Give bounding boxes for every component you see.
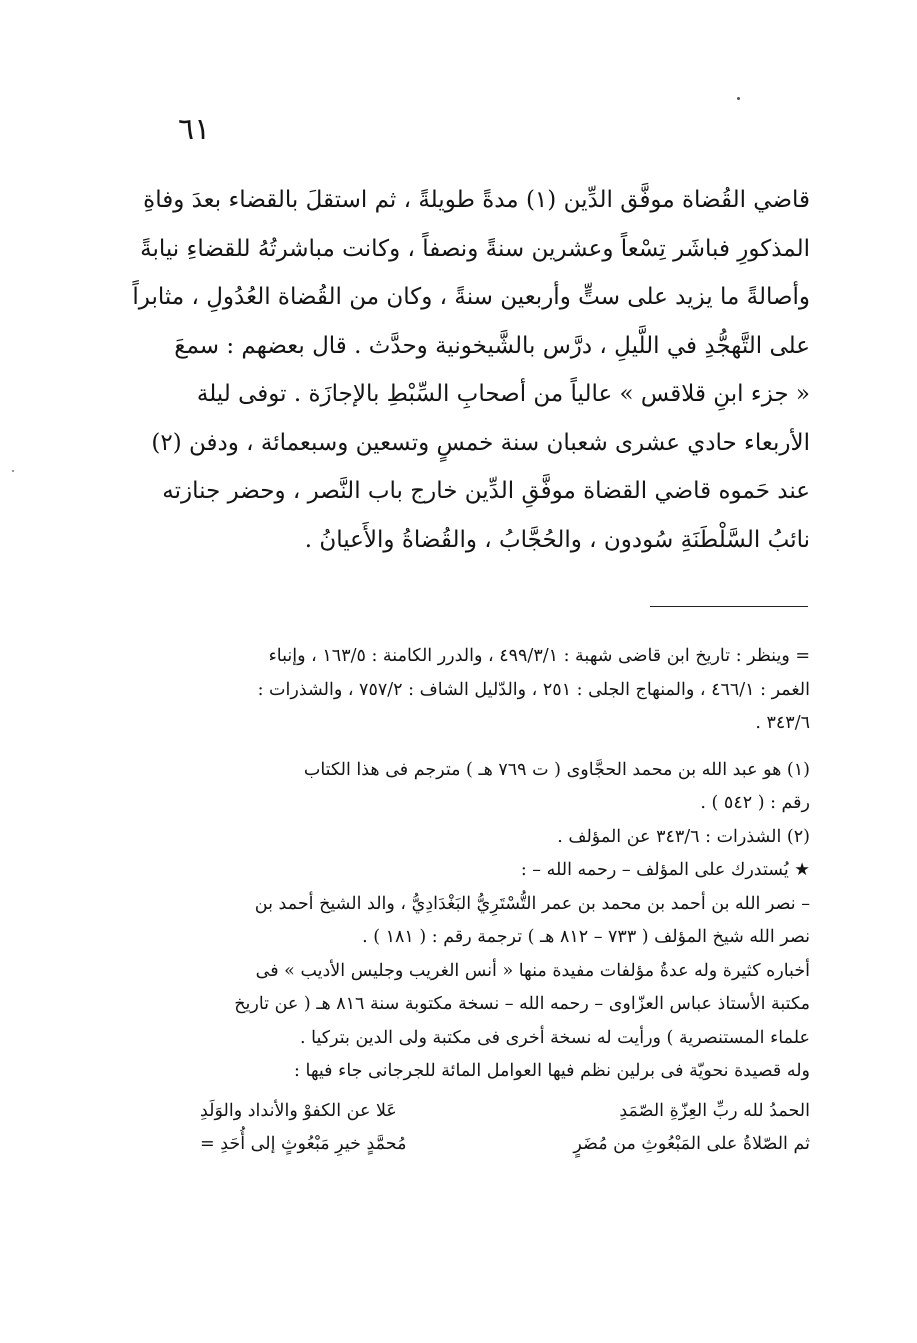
verse-first-hemistich: ثم الصّلاةُ على المَبْعُوثِ من مُضَرٍ xyxy=(573,1134,810,1154)
spacer xyxy=(110,741,810,754)
poem-intro-line: وله قصيدة نحويّة فى برلين نظم فيها العوامل المائة للجرجانى جاء فيها : xyxy=(294,1061,810,1081)
poem-verse xyxy=(200,1095,810,1129)
speck-mark xyxy=(12,470,14,472)
poem-verse xyxy=(200,1128,810,1162)
main-text-line: نائبُ السَّلْطَنَةِ سُودون ، والحُجَّابُ ، والقُضاةُ والأَعيانُ . xyxy=(304,526,810,553)
addendum-details xyxy=(110,955,810,1056)
main-text-line: « جزء ابنِ قلاقس » عالياً من أصحابِ السِّبْطِ بالإجازَة . توفى ليلة xyxy=(196,381,810,407)
main-text-line: قاضي القُضاة موفَّق الدِّين (١) مدةً طويلةً ، ثم استقلَ بالقضاء بعدَ وفاةِ xyxy=(143,187,810,213)
addendum-heading xyxy=(110,854,810,888)
page-number: ٦١ xyxy=(178,112,211,147)
footnote-separator xyxy=(650,606,808,607)
footnote-line: (١) هو عبد الله بن محمد الحجَّاوى ( ت ٧٦٩ هـ ) مترجم فى هذا الكتاب xyxy=(303,759,810,780)
main-text-line: المذكورِ فباشَر تِسْعاً وعشرين سنةً ونصفاً ، وكانت مباشرتُهُ للقضاءِ نيابةً xyxy=(140,235,810,262)
main-text-line: الأربعاء حادي عشرى شعبان سنة خمسٍ وتسعين وسبعمائة ، ودفن (٢) xyxy=(151,429,810,456)
footnote-line: ٣٤٣/٦ . xyxy=(755,713,810,733)
addendum-line: – نصر الله بن أحمد بن محمد بن عمر التُّسْتَرِيُّ البَغْدَادِيُّ ، والد الشيخ أحمد بن xyxy=(254,893,810,914)
main-text-line: عند حَموه قاضي القضاة موفَّقِ الدِّين خارج باب النَّصر ، وحضر جنازته xyxy=(162,478,810,504)
footnote-2 xyxy=(110,821,810,855)
addendum-line: نصر الله شيخ المؤلف ( ٧٣٣ – ٨١٢ هـ ) ترجمة رقم : ( ١٨١ ) . xyxy=(362,927,810,947)
speck-mark xyxy=(737,97,740,100)
footnote-continuation xyxy=(110,640,810,741)
footnote-line: (٢) الشذرات : ٣٤٣/٦ عن المؤلف . xyxy=(557,826,810,847)
addendum-line: مكتبة الأستاذ عباس العزّاوى – رحمه الله – نسخة مكتوبة سنة ٨١٦ هـ ( عن تاريخ xyxy=(234,994,810,1014)
verse-second-hemistich: مُحمَّدٍ خيرِ مَبْعُوثٍ إلى أُحَدِ = xyxy=(200,1134,407,1154)
main-text xyxy=(110,176,810,564)
footnotes xyxy=(110,640,810,1162)
verse-second-hemistich: عَلا عن الكفوْ والأنداد والوَلَدِ xyxy=(200,1100,397,1121)
main-text-line: على التَّهجُّدِ في اللَّيلِ ، درَّس بالشَّيخونية وحدَّث . قال بعضهم : سمعَ xyxy=(174,332,810,359)
addendum-entry xyxy=(110,888,810,955)
poem xyxy=(110,1095,810,1162)
poem-intro xyxy=(110,1055,810,1089)
footnote-1 xyxy=(110,754,810,821)
verse-first-hemistich: الحمدُ لله ربِّ العِزّةِ الصّمَدِ xyxy=(619,1100,810,1121)
footnote-line: = وينظر : تاريخ ابن قاضى شهبة : ٤٩٩/٣/١ ، والدرر الكامنة : ١٦٣/٥ ، وإنباء xyxy=(268,646,810,666)
footnote-line: الغمر : ٤٦٦/١ ، والمنهاج الجلى : ٢٥١ ، والدّليل الشاف : ٧٥٧/٢ ، والشذرات : xyxy=(257,679,810,700)
addendum-line: أخباره كثيرة وله عدةُ مؤلفات مفيدة منها « أنس الغريب وجليس الأديب » فى xyxy=(255,960,810,981)
main-text-line: وأصالةً ما يزيد على ستٍّ وأربعين سنةً ، وكان من القُضاة العُدُولِ ، مثابراً xyxy=(132,284,810,310)
footnote-line: رقم : ( ٥٤٢ ) . xyxy=(700,793,810,813)
addendum-line: علماء المستنصرية ) ورأيت له نسخة أخرى فى مكتبة ولى الدين بتركيا . xyxy=(300,1027,810,1048)
addendum-heading-line: ★ يُستدرك على المؤلف – رحمه الله – : xyxy=(520,860,810,880)
